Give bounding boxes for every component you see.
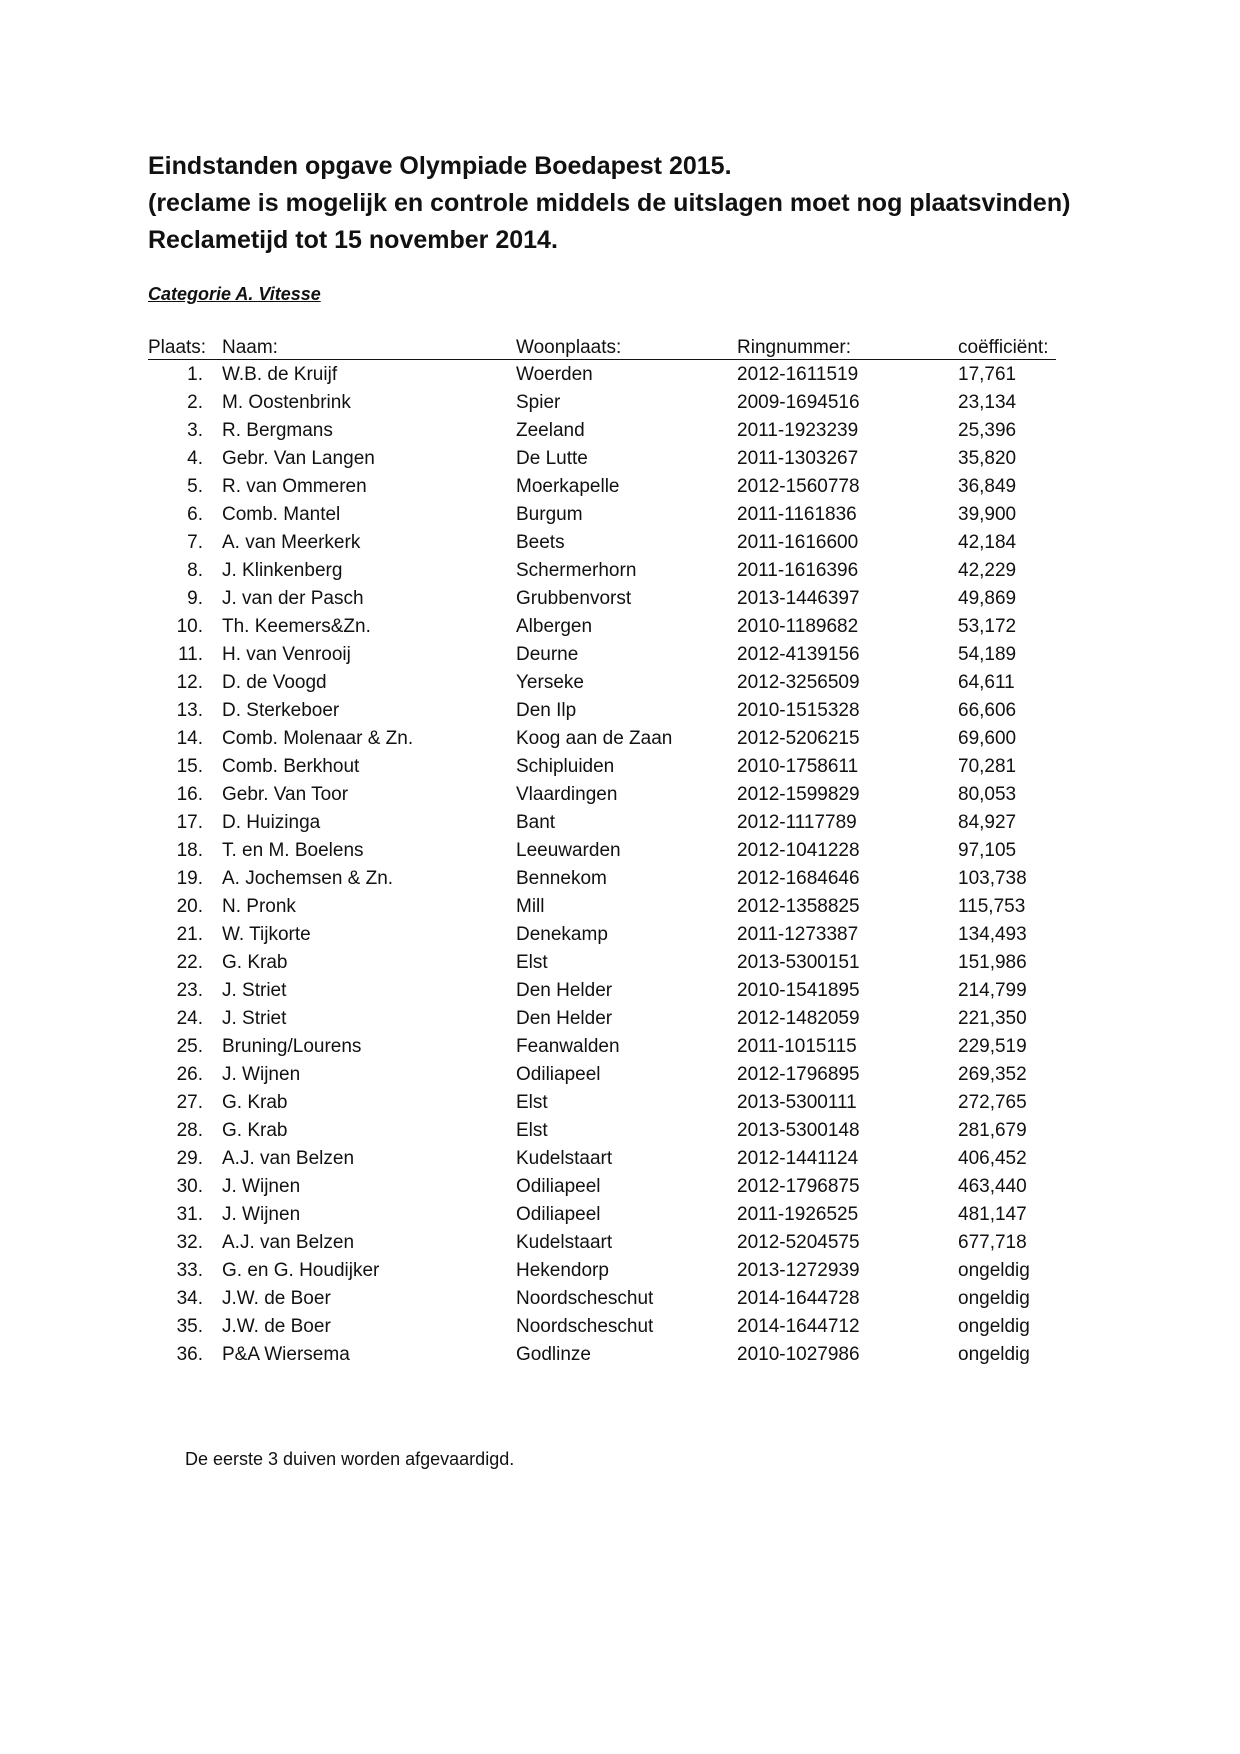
cell-ringnummer: 2011-1273387 [737,924,859,945]
cell-coefficient: 103,738 [958,868,1027,889]
table-row [0,1229,1240,1257]
cell-ringnummer: 2011-1303267 [737,448,859,469]
table-row [0,753,1240,781]
cell-ringnummer: 2009-1694516 [737,392,860,413]
table-row [0,1145,1240,1173]
cell-woonplaats: Noordscheschut [516,1288,654,1309]
table-row [0,1061,1240,1089]
cell-naam: G. Krab [222,1120,288,1141]
cell-naam: R. Bergmans [222,420,333,441]
cell-plaats: 33. [176,1260,203,1281]
cell-naam: A.J. van Belzen [222,1148,355,1169]
cell-plaats: 10. [176,616,203,637]
cell-coefficient: 84,927 [958,812,1017,833]
cell-coefficient: 36,849 [958,476,1017,497]
cell-plaats: 8. [187,560,203,581]
cell-ringnummer: 2011-1015115 [737,1036,857,1057]
cell-ringnummer: 2013-1446397 [737,588,860,609]
heading-reclametijd: Reclametijd tot 15 november 2014. [148,226,558,254]
table-row [0,389,1240,417]
header-woonplaats: Woonplaats: [516,337,622,358]
cell-naam: A.J. van Belzen [222,1232,355,1253]
cell-coefficient: 35,820 [958,448,1017,469]
cell-woonplaats: Burgum [516,504,583,525]
cell-woonplaats: Noordscheschut [516,1316,654,1337]
cell-ringnummer: 2010-1027986 [737,1344,860,1365]
cell-plaats: 20. [176,896,203,917]
table-header-row [0,335,1240,361]
cell-naam: A. van Meerkerk [222,532,361,553]
cell-ringnummer: 2014-1644712 [737,1316,860,1337]
table-row [0,669,1240,697]
cell-plaats: 3. [187,420,203,441]
cell-naam: Gebr. Van Toor [222,784,349,805]
cell-naam: Th. Keemers&Zn. [222,616,371,637]
cell-naam: M. Oostenbrink [222,392,351,413]
table-row [0,809,1240,837]
cell-woonplaats: Schipluiden [516,756,615,777]
table-row [0,1033,1240,1061]
cell-plaats: 5. [187,476,203,497]
cell-ringnummer: 2011-1926525 [737,1204,859,1225]
cell-ringnummer: 2013-1272939 [737,1260,860,1281]
cell-coefficient: 221,350 [958,1008,1027,1029]
cell-woonplaats: Moerkapelle [516,476,620,497]
cell-plaats: 14. [176,728,203,749]
cell-plaats: 4. [187,448,203,469]
cell-woonplaats: Deurne [516,644,579,665]
table-row [0,641,1240,669]
cell-naam: J.W. de Boer [222,1316,331,1337]
cell-naam: J. Wijnen [222,1064,301,1085]
cell-plaats: 15. [176,756,203,777]
table-row [0,1201,1240,1229]
cell-coefficient: ongeldig [958,1344,1030,1365]
cell-naam: Gebr. Van Langen [222,448,375,469]
table-row [0,1117,1240,1145]
cell-naam: D. Sterkeboer [222,700,340,721]
cell-ringnummer: 2014-1644728 [737,1288,860,1309]
cell-woonplaats: Den Helder [516,1008,613,1029]
cell-woonplaats: Odiliapeel [516,1204,601,1225]
cell-coefficient: 42,229 [958,560,1017,581]
cell-woonplaats: Elst [516,952,548,973]
cell-coefficient: 80,053 [958,784,1017,805]
cell-coefficient: 17,761 [958,364,1017,385]
cell-woonplaats: Feanwalden [516,1036,620,1057]
cell-coefficient: 214,799 [958,980,1027,1001]
cell-ringnummer: 2010-1189682 [737,616,859,637]
cell-ringnummer: 2012-1441124 [737,1148,859,1169]
table-row [0,781,1240,809]
cell-coefficient: ongeldig [958,1288,1030,1309]
cell-ringnummer: 2012-1599829 [737,784,860,805]
cell-coefficient: 23,134 [958,392,1017,413]
cell-woonplaats: Albergen [516,616,593,637]
cell-naam: J. Wijnen [222,1176,301,1197]
cell-plaats: 23. [176,980,203,1001]
cell-plaats: 35. [176,1316,203,1337]
cell-woonplaats: Schermerhorn [516,560,637,581]
cell-ringnummer: 2010-1515328 [737,700,860,721]
cell-plaats: 36. [176,1344,203,1365]
table-row [0,613,1240,641]
cell-woonplaats: Woerden [516,364,593,385]
cell-woonplaats: Vlaardingen [516,784,618,805]
cell-naam: T. en M. Boelens [222,840,364,861]
cell-plaats: 17. [176,812,203,833]
table-row [0,893,1240,921]
cell-naam: G. Krab [222,1092,288,1113]
cell-plaats: 27. [176,1092,203,1113]
cell-coefficient: 64,611 [958,672,1015,693]
table-row [0,1173,1240,1201]
footer-note: De eerste 3 duiven worden afgevaardigd. [185,1449,515,1469]
cell-plaats: 30. [176,1176,203,1197]
table-row [0,501,1240,529]
cell-plaats: 28. [176,1120,203,1141]
cell-plaats: 34. [176,1288,203,1309]
table-body [0,361,1240,1369]
document-heading [148,148,1148,259]
cell-coefficient: 54,189 [958,644,1017,665]
heading-title: Eindstanden opgave Olympiade Boedapest 2015. [148,152,732,180]
cell-naam: G. Krab [222,952,288,973]
cell-naam: J.W. de Boer [222,1288,331,1309]
cell-ringnummer: 2013-5300111 [737,1092,857,1113]
table-row [0,473,1240,501]
cell-naam: J. Wijnen [222,1204,301,1225]
cell-plaats: 13. [176,700,203,721]
cell-woonplaats: De Lutte [516,448,588,469]
cell-plaats: 6. [187,504,203,525]
cell-coefficient: 269,352 [958,1064,1027,1085]
table-row [0,949,1240,977]
cell-ringnummer: 2011-1923239 [737,420,859,441]
cell-plaats: 18. [176,840,203,861]
cell-naam: J. Klinkenberg [222,560,343,581]
cell-woonplaats: Leeuwarden [516,840,621,861]
cell-naam: J. van der Pasch [222,588,364,609]
cell-coefficient: 406,452 [958,1148,1027,1169]
cell-coefficient: ongeldig [958,1316,1030,1337]
cell-plaats: 24. [176,1008,203,1029]
cell-woonplaats: Kudelstaart [516,1232,613,1253]
cell-woonplaats: Den Helder [516,980,613,1001]
cell-naam: Comb. Molenaar & Zn. [222,728,414,749]
cell-plaats: 25. [176,1036,203,1057]
cell-ringnummer: 2012-1358825 [737,896,860,917]
heading-reclame-note: (reclame is mogelijk en controle middels de uitslagen moet nog plaatsvinden) [148,189,1071,217]
cell-woonplaats: Elst [516,1120,548,1141]
cell-plaats: 31. [176,1204,203,1225]
cell-coefficient: 69,600 [958,728,1017,749]
cell-plaats: 29. [176,1148,203,1169]
cell-coefficient: 677,718 [958,1232,1027,1253]
cell-coefficient: 39,900 [958,504,1017,525]
cell-coefficient: 463,440 [958,1176,1027,1197]
cell-ringnummer: 2013-5300148 [737,1120,860,1141]
cell-ringnummer: 2012-1796895 [737,1064,860,1085]
cell-woonplaats: Hekendorp [516,1260,609,1281]
cell-coefficient: ongeldig [958,1260,1030,1281]
table-row [0,1313,1240,1341]
cell-ringnummer: 2011-1616396 [737,560,859,581]
cell-woonplaats: Odiliapeel [516,1176,601,1197]
cell-coefficient: 229,519 [958,1036,1027,1057]
cell-naam: Comb. Berkhout [222,756,360,777]
cell-naam: H. van Venrooij [222,644,351,665]
table-row [0,921,1240,949]
table-row [0,1005,1240,1033]
cell-ringnummer: 2012-1560778 [737,476,860,497]
cell-woonplaats: Elst [516,1092,548,1113]
category-title: Categorie A. Vitesse [148,284,321,304]
table-row [0,837,1240,865]
cell-woonplaats: Mill [516,896,545,917]
cell-plaats: 21. [176,924,203,945]
table-row [0,865,1240,893]
cell-coefficient: 70,281 [958,756,1017,777]
cell-coefficient: 272,765 [958,1092,1027,1113]
cell-ringnummer: 2012-5206215 [737,728,860,749]
table-row [0,697,1240,725]
cell-woonplaats: Godlinze [516,1344,591,1365]
cell-coefficient: 481,147 [958,1204,1027,1225]
cell-woonplaats: Beets [516,532,565,553]
cell-ringnummer: 2012-1684646 [737,868,860,889]
cell-woonplaats: Zeeland [516,420,585,441]
cell-woonplaats: Spier [516,392,561,413]
cell-naam: Comb. Mantel [222,504,341,525]
cell-ringnummer: 2010-1541895 [737,980,860,1001]
cell-plaats: 1. [187,364,203,385]
table-row [0,585,1240,613]
cell-coefficient: 66,606 [958,700,1017,721]
header-ringnummer: Ringnummer: [737,337,852,358]
table-row [0,1285,1240,1313]
cell-plaats: 26. [176,1064,203,1085]
cell-plaats: 22. [176,952,203,973]
cell-naam: J. Striet [222,980,287,1001]
cell-ringnummer: 2012-1041228 [737,840,860,861]
cell-ringnummer: 2011-1616600 [737,532,859,553]
cell-coefficient: 49,869 [958,588,1017,609]
header-underline [148,359,1056,360]
cell-woonplaats: Koog aan de Zaan [516,728,673,749]
table-row [0,725,1240,753]
header-coefficient: coëfficiënt: [958,337,1049,358]
table-row [0,557,1240,585]
header-plaats: Plaats: [148,337,207,358]
cell-naam: D. Huizinga [222,812,321,833]
table-row [0,1089,1240,1117]
cell-naam: Bruning/Lourens [222,1036,362,1057]
cell-ringnummer: 2010-1758611 [737,756,859,777]
cell-coefficient: 53,172 [958,616,1017,637]
table-row [0,977,1240,1005]
cell-naam: N. Pronk [222,896,296,917]
cell-coefficient: 42,184 [958,532,1017,553]
cell-ringnummer: 2012-1117789 [737,812,857,833]
cell-plaats: 2. [187,392,203,413]
cell-ringnummer: 2013-5300151 [737,952,860,973]
cell-ringnummer: 2012-1611519 [737,364,859,385]
table-row [0,445,1240,473]
cell-plaats: 7. [187,532,203,553]
table-row [0,1257,1240,1285]
cell-woonplaats: Denekamp [516,924,608,945]
table-row [0,529,1240,557]
cell-coefficient: 281,679 [958,1120,1027,1141]
cell-ringnummer: 2011-1161836 [737,504,857,525]
cell-naam: G. en G. Houdijker [222,1260,380,1281]
cell-naam: A. Jochemsen & Zn. [222,868,394,889]
cell-woonplaats: Kudelstaart [516,1148,613,1169]
header-naam: Naam: [222,337,278,358]
cell-woonplaats: Odiliapeel [516,1064,601,1085]
cell-naam: W. Tijkorte [222,924,311,945]
cell-coefficient: 25,396 [958,420,1017,441]
results-table [0,335,1240,1369]
cell-naam: W.B. de Kruijf [222,364,338,385]
table-row [0,417,1240,445]
cell-ringnummer: 2012-1796875 [737,1176,860,1197]
cell-woonplaats: Den Ilp [516,700,577,721]
cell-ringnummer: 2012-4139156 [737,644,860,665]
cell-woonplaats: Bennekom [516,868,607,889]
cell-coefficient: 151,986 [958,952,1027,973]
cell-plaats: 12. [176,672,203,693]
cell-plaats: 16. [176,784,203,805]
cell-plaats: 32. [176,1232,203,1253]
table-row [0,361,1240,389]
cell-woonplaats: Yerseke [516,672,584,693]
cell-coefficient: 134,493 [958,924,1027,945]
cell-plaats: 11. [177,644,203,665]
cell-naam: P&A Wiersema [222,1344,350,1365]
cell-naam: D. de Voogd [222,672,327,693]
cell-ringnummer: 2012-1482059 [737,1008,860,1029]
cell-woonplaats: Bant [516,812,556,833]
table-row [0,1341,1240,1369]
cell-ringnummer: 2012-3256509 [737,672,860,693]
cell-coefficient: 115,753 [958,896,1026,917]
cell-naam: J. Striet [222,1008,287,1029]
cell-ringnummer: 2012-5204575 [737,1232,860,1253]
cell-plaats: 9. [187,588,203,609]
cell-coefficient: 97,105 [958,840,1017,861]
cell-plaats: 19. [176,868,203,889]
cell-woonplaats: Grubbenvorst [516,588,632,609]
cell-naam: R. van Ommeren [222,476,367,497]
